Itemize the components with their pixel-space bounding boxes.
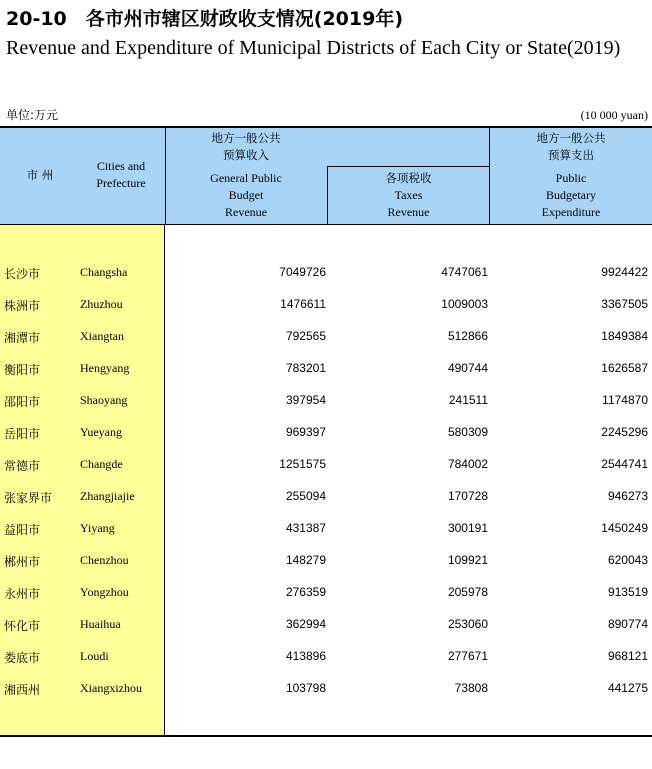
header-subrule [327, 166, 489, 167]
taxes-value: 253060 [447, 617, 488, 631]
header-expenditure-en: Public Budgetary Expenditure [541, 171, 601, 219]
city-name-en: Huaihua [80, 617, 121, 631]
city-name-cn: 湘潭市 [4, 331, 41, 345]
expenditure-value: 968121 [607, 649, 648, 663]
table-row [0, 257, 652, 289]
table-header [0, 128, 652, 224]
city-name-en: Zhuzhou [80, 297, 123, 311]
expenditure-value: 1849384 [601, 329, 648, 343]
expenditure-value: 2544741 [601, 457, 648, 471]
table-row [0, 545, 652, 577]
header-taxes: 各项税收 Taxes Revenue [385, 171, 432, 219]
city-name-cn: 怀化市 [4, 619, 41, 633]
city-name-en: Yueyang [80, 425, 122, 439]
city-name-en: Changsha [80, 265, 128, 279]
city-name-cn: 张家界市 [4, 491, 53, 505]
revenue-value: 1476611 [280, 297, 326, 311]
expenditure-value: 620043 [607, 553, 648, 567]
taxes-value: 73808 [454, 681, 488, 695]
revenue-value: 362994 [285, 617, 326, 631]
table-row [0, 609, 652, 641]
table-row [0, 289, 652, 321]
revenue-value: 148279 [285, 553, 326, 567]
unit-label-cn: 单位:万元 [6, 108, 59, 122]
city-name-cn: 岳阳市 [4, 427, 41, 441]
revenue-value: 413896 [285, 649, 326, 663]
taxes-value: 580309 [447, 425, 488, 439]
city-name-en: Hengyang [80, 361, 130, 375]
revenue-value: 1251575 [279, 457, 326, 471]
taxes-value: 300191 [447, 521, 488, 535]
table-row [0, 353, 652, 385]
revenue-value: 969397 [285, 425, 326, 439]
expenditure-value: 2245296 [601, 425, 648, 439]
table-row [0, 417, 652, 449]
city-name-cn: 湘西州 [4, 683, 41, 697]
header-expenditure-cn: 地方一般公共 预算支出 [536, 131, 606, 162]
table-body [0, 257, 652, 705]
header-revenue-cn: 地方一般公共 预算收入 [211, 131, 281, 162]
city-name-cn: 衡阳市 [4, 363, 41, 377]
expenditure-value: 890774 [607, 617, 648, 631]
table-row [0, 577, 652, 609]
revenue-value: 397954 [285, 393, 326, 407]
expenditure-value: 1626587 [601, 361, 648, 375]
table-row [0, 321, 652, 353]
city-name-en: Zhangjiajie [80, 489, 135, 503]
city-name-cn: 常德市 [4, 459, 41, 473]
expenditure-value: 1174870 [602, 393, 648, 407]
city-name-cn: 永州市 [4, 587, 41, 601]
expenditure-value: 913519 [607, 585, 648, 599]
taxes-value: 1009003 [441, 297, 488, 311]
expenditure-value: 441275 [607, 681, 648, 695]
city-name-cn: 娄底市 [4, 651, 41, 665]
city-name-en: Yiyang [80, 521, 115, 535]
table-row [0, 449, 652, 481]
header-city-cn: 市 州 [26, 168, 54, 182]
header-revenue-en: General Public Budget Revenue [210, 171, 282, 219]
city-name-en: Loudi [80, 649, 109, 663]
taxes-value: 4747061 [441, 265, 488, 279]
table-row [0, 481, 652, 513]
revenue-value: 255094 [285, 489, 326, 503]
table-row [0, 385, 652, 417]
taxes-value: 512866 [447, 329, 488, 343]
taxes-value: 170728 [447, 489, 488, 503]
city-name-cn: 郴州市 [4, 555, 41, 569]
expenditure-value: 3367505 [601, 297, 648, 311]
table-bottom-rule [0, 735, 652, 737]
city-name-cn: 邵阳市 [4, 395, 41, 409]
table-row [0, 513, 652, 545]
revenue-value: 431387 [285, 521, 326, 535]
header-city-en: Cities and Prefecture [96, 159, 146, 190]
city-name-en: Shaoyang [80, 393, 128, 407]
city-name-cn: 株洲市 [4, 299, 41, 313]
taxes-value: 241511 [448, 393, 488, 407]
expenditure-value: 9924422 [601, 265, 648, 279]
city-name-en: Xiangxizhou [80, 681, 142, 695]
city-name-en: Xiangtan [80, 329, 124, 343]
city-name-cn: 益阳市 [4, 523, 41, 537]
revenue-value: 783201 [285, 361, 326, 375]
page-title-en: Revenue and Expenditure of Municipal Districts of Each City or State(2019) [6, 37, 621, 59]
unit-label-en: (10 000 yuan) [580, 108, 648, 122]
city-name-cn: 长沙市 [4, 267, 41, 281]
table-row [0, 641, 652, 673]
revenue-value: 7049726 [279, 265, 326, 279]
page-title-cn: 20-10 各市州市辖区财政收支情况(2019年) [6, 8, 404, 30]
taxes-value: 490744 [447, 361, 488, 375]
table-row [0, 673, 652, 705]
revenue-value: 276359 [285, 585, 326, 599]
taxes-value: 205978 [447, 585, 488, 599]
city-name-en: Changde [80, 457, 123, 471]
expenditure-value: 1450249 [601, 521, 648, 535]
expenditure-value: 946273 [607, 489, 648, 503]
revenue-value: 792565 [285, 329, 326, 343]
taxes-value: 109921 [447, 553, 488, 567]
revenue-value: 103798 [285, 681, 326, 695]
taxes-value: 784002 [447, 457, 488, 471]
city-name-en: Yongzhou [80, 585, 129, 599]
city-name-en: Chenzhou [80, 553, 129, 567]
taxes-value: 277671 [447, 649, 488, 663]
